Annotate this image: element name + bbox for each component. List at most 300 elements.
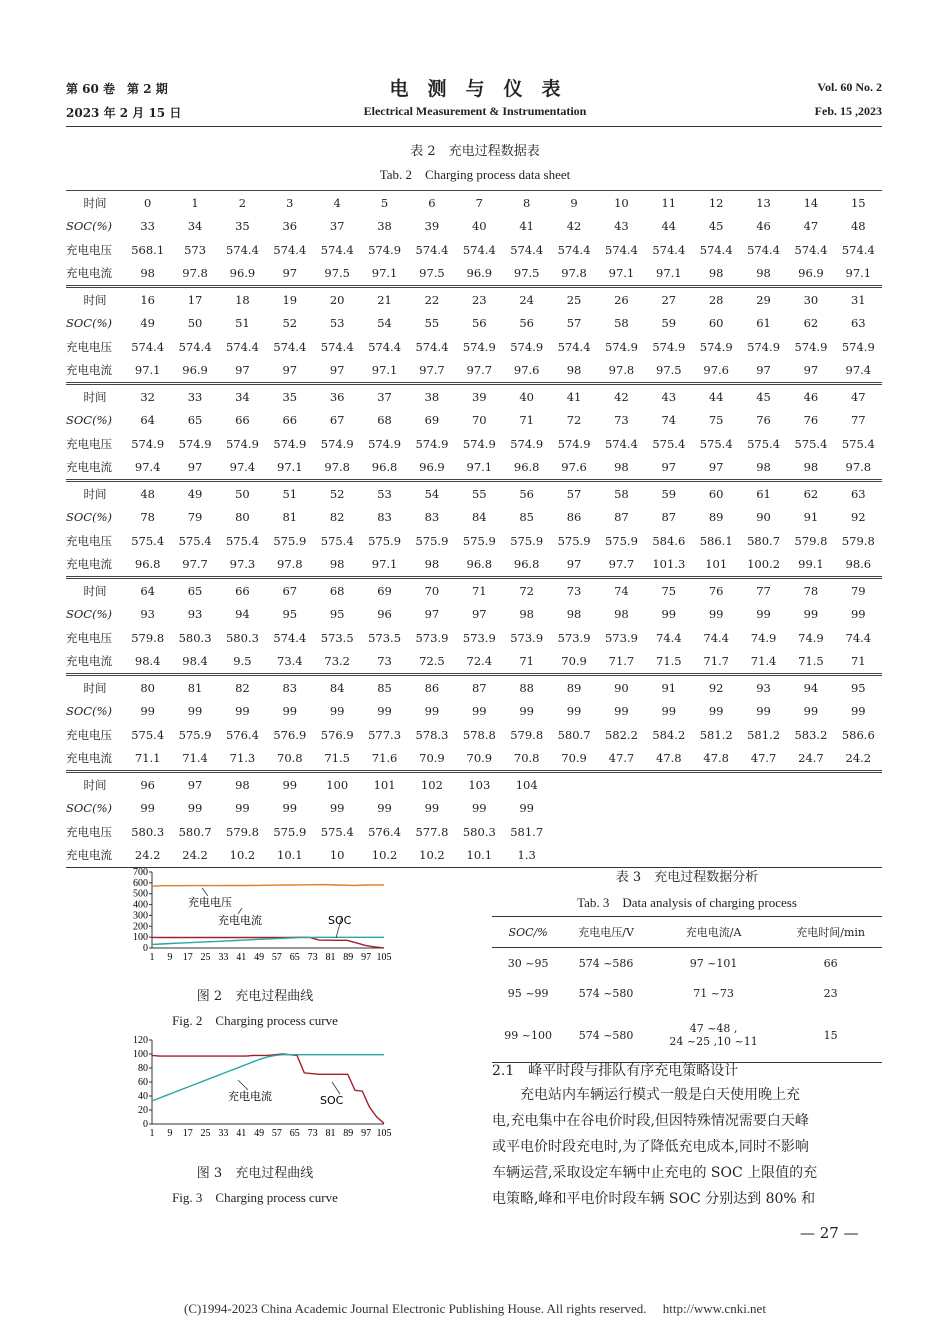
table-cell: 73 [550, 578, 597, 603]
row-label: SOC(%) [66, 219, 113, 234]
y-tick-label: 60 [138, 1077, 148, 1088]
y-tick-label: 200 [133, 921, 148, 933]
table-cell: 96.9 [798, 266, 824, 281]
x-tick-label: 73 [307, 1128, 318, 1139]
table-cell: 574.9 [652, 339, 686, 354]
table-cell: 575.4 [131, 533, 165, 548]
journal-title-cn: 电 测 与 仪 表 [389, 78, 561, 100]
table-cell: 97 [282, 363, 298, 378]
table-cell: 52 [314, 481, 361, 506]
table-cell: 575.4 [131, 727, 165, 742]
table-cell: 62 [787, 481, 834, 506]
y-tick-label: 400 [133, 899, 148, 911]
table-cell [598, 772, 645, 797]
table-cell: 83 [266, 675, 313, 700]
table-cell: 67 [266, 578, 313, 603]
table-cell: 97 [235, 363, 250, 378]
table-cell: 70.9 [419, 751, 445, 766]
table-cell: 56 [503, 481, 550, 506]
table-cell: 586.6 [841, 727, 875, 742]
x-tick-label: 33 [218, 952, 229, 963]
row-label: 充电电流 [66, 557, 112, 572]
table-cell: 86 [566, 510, 582, 525]
table-cell: 574.9 [225, 436, 259, 451]
journal-volume: 第 60 卷 第 2 期 [66, 82, 168, 96]
table-cell: 71.5 [798, 654, 824, 669]
table-cell: 92 [693, 675, 740, 700]
table-cell: 98 [424, 557, 440, 572]
table-cell: 577.8 [415, 824, 449, 839]
charging-analysis-table [492, 916, 882, 1063]
table-cell: 579.8 [841, 533, 875, 548]
table-cell: 575.9 [178, 727, 212, 742]
table-cell: 10.2 [361, 844, 408, 868]
table-cell: 97.7 [608, 557, 635, 572]
table-cell: 574.9 [462, 436, 496, 451]
table-cell: 99 [519, 704, 534, 719]
table3-caption-en: Tab. 3 Data analysis of charging process [577, 895, 797, 910]
table-cell: 28 [693, 287, 740, 312]
table-cell: 97.5 [513, 266, 540, 281]
table-cell: 575.4 [747, 436, 781, 451]
table-cell: 97.3 [229, 557, 256, 572]
row-label: 充电电压 [66, 533, 112, 548]
y-tick-label: 100 [133, 1049, 148, 1060]
table-cell: 99 [377, 801, 392, 816]
table-cell: 38 [377, 219, 392, 234]
table-cell: 93 [740, 675, 787, 700]
body-line: 充电站内车辆运行模式一般是白天使用晚上充 [520, 1087, 800, 1103]
table-cell: 72.5 [419, 654, 445, 669]
table-cell: 99 [850, 607, 866, 622]
table-cell: 45 [708, 219, 724, 234]
x-tick-label: 17 [182, 952, 193, 963]
x-tick-label: 57 [271, 1128, 282, 1139]
table-cell: 97.7 [419, 363, 445, 378]
table-row [66, 772, 882, 797]
table-cell: 575.9 [273, 824, 307, 839]
table-cell: 15 [835, 191, 882, 215]
table-cell: 74.4 [845, 630, 872, 645]
table-cell: 93 [187, 607, 203, 622]
table-cell: 574.9 [510, 436, 544, 451]
table-cell: 97.1 [371, 266, 398, 281]
table-cell: 76 [693, 578, 740, 603]
table-cell: 60 [708, 316, 724, 331]
table-cell: 33 [140, 219, 155, 234]
table-cell: 99 [566, 704, 582, 719]
table-cell: 96.9 [466, 266, 493, 281]
table-cell: 60 [693, 481, 740, 506]
table-cell: 42 [598, 384, 645, 409]
y-tick-label: 300 [133, 910, 148, 922]
table-cell: 30 [787, 287, 834, 312]
table-cell: 98 [329, 557, 345, 572]
table-cell: 83 [424, 510, 440, 525]
table-cell: 13 [740, 191, 787, 215]
x-tick-label: 97 [361, 1128, 372, 1139]
table-cell: 580.3 [131, 824, 165, 839]
table-row [66, 553, 882, 578]
annotation-label: SOC [328, 914, 352, 927]
table-cell: 580.7 [178, 824, 212, 839]
table-cell: 70.8 [277, 751, 303, 766]
table-cell: 100 [314, 772, 361, 797]
x-tick-label: 81 [325, 952, 336, 963]
row-label: 充电电流 [66, 460, 112, 475]
table-cell: 575.9 [415, 533, 449, 548]
table-cell: 51 [266, 481, 313, 506]
table-cell: 97 [282, 266, 298, 281]
annotation-label: 充电电流 [228, 1090, 272, 1103]
table-row [66, 481, 882, 506]
table-cell: 99 [377, 704, 392, 719]
table-cell: 49 [140, 316, 155, 331]
table-cell: 6 [408, 191, 455, 215]
table-cell: 574.9 [557, 436, 591, 451]
table-cell: 574.4 [557, 242, 591, 257]
table-cell: 9.5 [233, 654, 252, 669]
table-cell [550, 820, 597, 844]
table-row [66, 312, 882, 336]
table-cell: 59 [645, 481, 692, 506]
table-cell: 89 [550, 675, 597, 700]
table-cell: 65 [171, 578, 218, 603]
table-cell: 74 [598, 578, 645, 603]
table-cell: 98.4 [182, 654, 208, 669]
table-cell: 574.4 [273, 339, 307, 354]
table-cell: 98 [614, 460, 629, 475]
table-row [66, 262, 882, 287]
table-cell [645, 844, 692, 868]
table-cell: 21 [361, 287, 408, 312]
x-tick-label: 49 [254, 1128, 265, 1139]
table-cell: 48 [124, 481, 171, 506]
table-cell: 67 [329, 413, 345, 428]
table-cell: 71 [519, 654, 534, 669]
table-cell [740, 797, 787, 821]
table-cell: 98 [756, 460, 771, 475]
table-cell: 10.1 [266, 844, 313, 868]
table-cell: 98 [803, 460, 819, 475]
table-cell: 39 [456, 384, 503, 409]
table-cell: 574.4 [320, 339, 354, 354]
x-tick-label: 1 [149, 1128, 155, 1139]
table-cell: 36 [282, 219, 298, 234]
table-cell: 575.9 [557, 533, 591, 548]
table-cell: 574.9 [368, 436, 402, 451]
table-cell [835, 820, 882, 844]
table-cell: 573.5 [368, 630, 402, 645]
table-cell: 85 [361, 675, 408, 700]
annotation-label: 充电电流 [218, 914, 262, 927]
table-row [66, 529, 882, 553]
table-cell: 2 [219, 191, 266, 215]
table-cell: 87 [614, 510, 629, 525]
table-cell: 580.3 [462, 824, 496, 839]
table-cell: 45 [740, 384, 787, 409]
table-cell: 97.4 [845, 363, 872, 378]
table-cell: 71.5 [656, 654, 682, 669]
journal-date: 2023 年 2 月 15 日 [66, 106, 182, 120]
table-cell [740, 772, 787, 797]
table-cell: 50 [219, 481, 266, 506]
table-cell: 576.4 [368, 824, 402, 839]
table-cell: 95 [835, 675, 882, 700]
table-cell: 96.8 [513, 460, 540, 475]
table-cell: 54 [377, 316, 392, 331]
table3-cell: 30 ~95 [507, 956, 549, 970]
section-body [492, 1082, 884, 1212]
section-heading: 2.1 峰平时段与排队有序充电策略设计 [492, 1063, 739, 1079]
table-cell: 43 [645, 384, 692, 409]
table-cell: 581.2 [747, 727, 781, 742]
table-cell: 74 [661, 413, 677, 428]
table-cell: 579.8 [794, 533, 828, 548]
table-cell [787, 844, 834, 868]
table-cell: 97 [708, 460, 724, 475]
table-cell: 59 [661, 316, 677, 331]
table3-cell: 574 ~586 [578, 956, 634, 970]
table-cell: 57 [566, 316, 582, 331]
table-cell: 53 [361, 481, 408, 506]
table-cell: 99 [471, 801, 487, 816]
body-line: 电策略,峰和平电价时段车辆 SOC 分别达到 80% 和 [492, 1191, 816, 1207]
table-cell: 97 [171, 772, 218, 797]
row-label: 充电电压 [66, 727, 112, 742]
y-tick-label: 80 [138, 1063, 148, 1074]
table-cell: 574.4 [462, 242, 496, 257]
table-cell [693, 797, 740, 821]
table-cell: 63 [835, 481, 882, 506]
y-tick-label: 600 [133, 877, 148, 889]
table-cell: 47.7 [608, 751, 635, 766]
table-cell: 574.4 [794, 242, 828, 257]
table-cell: 77 [850, 413, 866, 428]
table-cell [645, 772, 692, 797]
table-cell: 66 [219, 578, 266, 603]
x-tick-label: 25 [200, 1128, 211, 1139]
table-cell: 10 [598, 191, 645, 215]
table-cell: 61 [740, 481, 787, 506]
table-cell: 41 [550, 384, 597, 409]
table-cell: 99 [756, 607, 771, 622]
table-cell: 89 [708, 510, 724, 525]
table-cell: 574.4 [604, 436, 638, 451]
table-cell: 99 [187, 801, 203, 816]
table-cell: 96.9 [182, 363, 208, 378]
row-label: SOC(%) [66, 413, 113, 428]
table2-caption-cn: 表 2 充电过程数据表 [410, 144, 540, 159]
table-cell: 58 [614, 316, 629, 331]
table-cell: 574.9 [273, 436, 307, 451]
table-cell: 54 [408, 481, 455, 506]
table-cell [693, 844, 740, 868]
table-cell [550, 844, 597, 868]
table-cell: 71.7 [608, 654, 635, 669]
table-cell: 53 [329, 316, 345, 331]
table-cell: 574.9 [462, 339, 496, 354]
table-row [66, 456, 882, 481]
table-cell: 574.9 [604, 339, 638, 354]
table-cell: 582.2 [604, 727, 638, 742]
table-cell: 99 [471, 704, 487, 719]
table-cell: 35 [266, 384, 313, 409]
table-cell: 37 [329, 219, 345, 234]
table-cell: 97.4 [229, 460, 256, 475]
table-cell: 99 [803, 704, 819, 719]
table-cell: 573.9 [604, 630, 638, 645]
table-cell: 99 [235, 801, 250, 816]
copyright-footer: (C)1994-2023 China Academic Journal Electronic Publishing House. All rights reserved. http://www.cnki.net [184, 1301, 766, 1316]
table-cell: 99 [850, 704, 866, 719]
table-cell: 94 [787, 675, 834, 700]
table3-cell: 66 [823, 956, 838, 970]
table-cell: 43 [614, 219, 629, 234]
table-cell: 64 [124, 578, 171, 603]
table-cell: 91 [645, 675, 692, 700]
table-cell: 97.6 [513, 363, 540, 378]
row-label: SOC(%) [66, 510, 113, 525]
table-cell: 27 [645, 287, 692, 312]
table-cell: 5 [361, 191, 408, 215]
table-row [66, 700, 882, 724]
table-cell: 573.9 [557, 630, 591, 645]
table-cell [550, 797, 597, 821]
table3-header-voltage: 充电电压/V [564, 917, 648, 948]
table-cell: 11 [645, 191, 692, 215]
header-rule [66, 126, 882, 127]
table-cell: 574.9 [794, 339, 828, 354]
table-cell: 48 [850, 219, 866, 234]
table-cell [693, 820, 740, 844]
table-row [66, 191, 882, 215]
table-cell: 98 [219, 772, 266, 797]
table-cell: 18 [219, 287, 266, 312]
table-cell: 22 [408, 287, 455, 312]
table-row [66, 603, 882, 627]
table-cell: 574.9 [699, 339, 733, 354]
table-cell: 584.6 [652, 533, 686, 548]
table-cell: 72 [566, 413, 582, 428]
table-cell: 103 [456, 772, 503, 797]
table-cell: 99 [424, 801, 440, 816]
table-cell: 99 [708, 704, 724, 719]
table-cell: 575.9 [462, 533, 496, 548]
annotation-label: SOC [320, 1094, 344, 1107]
table-cell: 97.5 [324, 266, 350, 281]
table-cell: 584.2 [652, 727, 686, 742]
table-cell: 97.5 [419, 266, 445, 281]
table-cell: 574.4 [747, 242, 781, 257]
table-cell: 97 [566, 557, 582, 572]
table-row [66, 650, 882, 675]
table-cell: 77 [740, 578, 787, 603]
table-cell: 575.4 [794, 436, 828, 451]
table-cell: 574.9 [510, 339, 544, 354]
row-label: 充电电流 [66, 266, 112, 281]
table-cell: 0 [124, 191, 171, 215]
row-label: 充电电压 [66, 824, 112, 839]
table3-header-current: 充电电流/A [648, 917, 779, 948]
table-cell: 56 [471, 316, 487, 331]
table-cell [740, 844, 787, 868]
table-cell: 24.2 [845, 751, 872, 766]
table-cell: 20 [314, 287, 361, 312]
table-cell: 583.2 [794, 727, 828, 742]
table-cell: 97.7 [182, 557, 208, 572]
table-cell: 74.4 [656, 630, 682, 645]
table3-caption-cn: 表 3 充电过程数据分析 [615, 870, 759, 885]
annotation-leader [202, 888, 208, 896]
table-cell: 33 [171, 384, 218, 409]
table-cell: 10 [314, 844, 361, 868]
table-cell: 97 [424, 607, 440, 622]
table-cell: 576.9 [273, 727, 307, 742]
row-label: 时间 [66, 384, 124, 409]
table-cell: 70 [408, 578, 455, 603]
table-cell: 574.4 [699, 242, 733, 257]
table-cell: 85 [519, 510, 534, 525]
table-row [66, 844, 882, 868]
table-cell: 99 [519, 801, 534, 816]
row-label: 充电电压 [66, 436, 112, 451]
table-cell: 32 [124, 384, 171, 409]
table-cell: 574.4 [415, 339, 449, 354]
table-cell: 97.6 [703, 363, 729, 378]
table-cell: 575.9 [604, 533, 638, 548]
table3-cell: 23 [823, 986, 838, 1000]
y-tick-label: 100 [133, 932, 148, 944]
table-cell: 99 [708, 607, 724, 622]
table-cell: 12 [693, 191, 740, 215]
table2-caption-en: Tab. 2 Charging process data sheet [379, 167, 571, 182]
row-label: SOC(%) [66, 607, 113, 622]
table-cell: 71.4 [182, 751, 208, 766]
table-cell: 3 [266, 191, 313, 215]
table-cell: 574.4 [273, 630, 307, 645]
table-cell: 47.8 [656, 751, 682, 766]
table-cell: 575.4 [652, 436, 686, 451]
table-row [66, 578, 882, 603]
table3-cell: 71 ~73 [693, 986, 734, 1000]
row-label: 时间 [66, 675, 124, 700]
x-tick-label: 49 [254, 952, 265, 963]
table-cell: 573 [184, 242, 207, 257]
table-cell: 97 [187, 460, 203, 475]
table-cell: 36 [314, 384, 361, 409]
table-cell: 573.9 [462, 630, 496, 645]
table-cell: 98 [756, 266, 771, 281]
table-cell: 97.1 [134, 363, 161, 378]
table-cell: 573.9 [510, 630, 544, 645]
table-cell [693, 772, 740, 797]
table-cell: 24.2 [124, 844, 171, 868]
table-cell: 97.8 [561, 266, 587, 281]
table-cell: 575.4 [841, 436, 875, 451]
table-cell: 70.9 [561, 654, 587, 669]
table-cell: 78 [787, 578, 834, 603]
table-cell: 70.9 [466, 751, 493, 766]
table-cell: 96 [377, 607, 392, 622]
table-cell: 40 [503, 384, 550, 409]
table-cell: 97.1 [656, 266, 682, 281]
table-cell: 99 [187, 704, 203, 719]
table-cell: 96.9 [419, 460, 445, 475]
table-cell: 41 [519, 219, 534, 234]
x-tick-label: 105 [376, 952, 392, 963]
table-cell: 75 [645, 578, 692, 603]
